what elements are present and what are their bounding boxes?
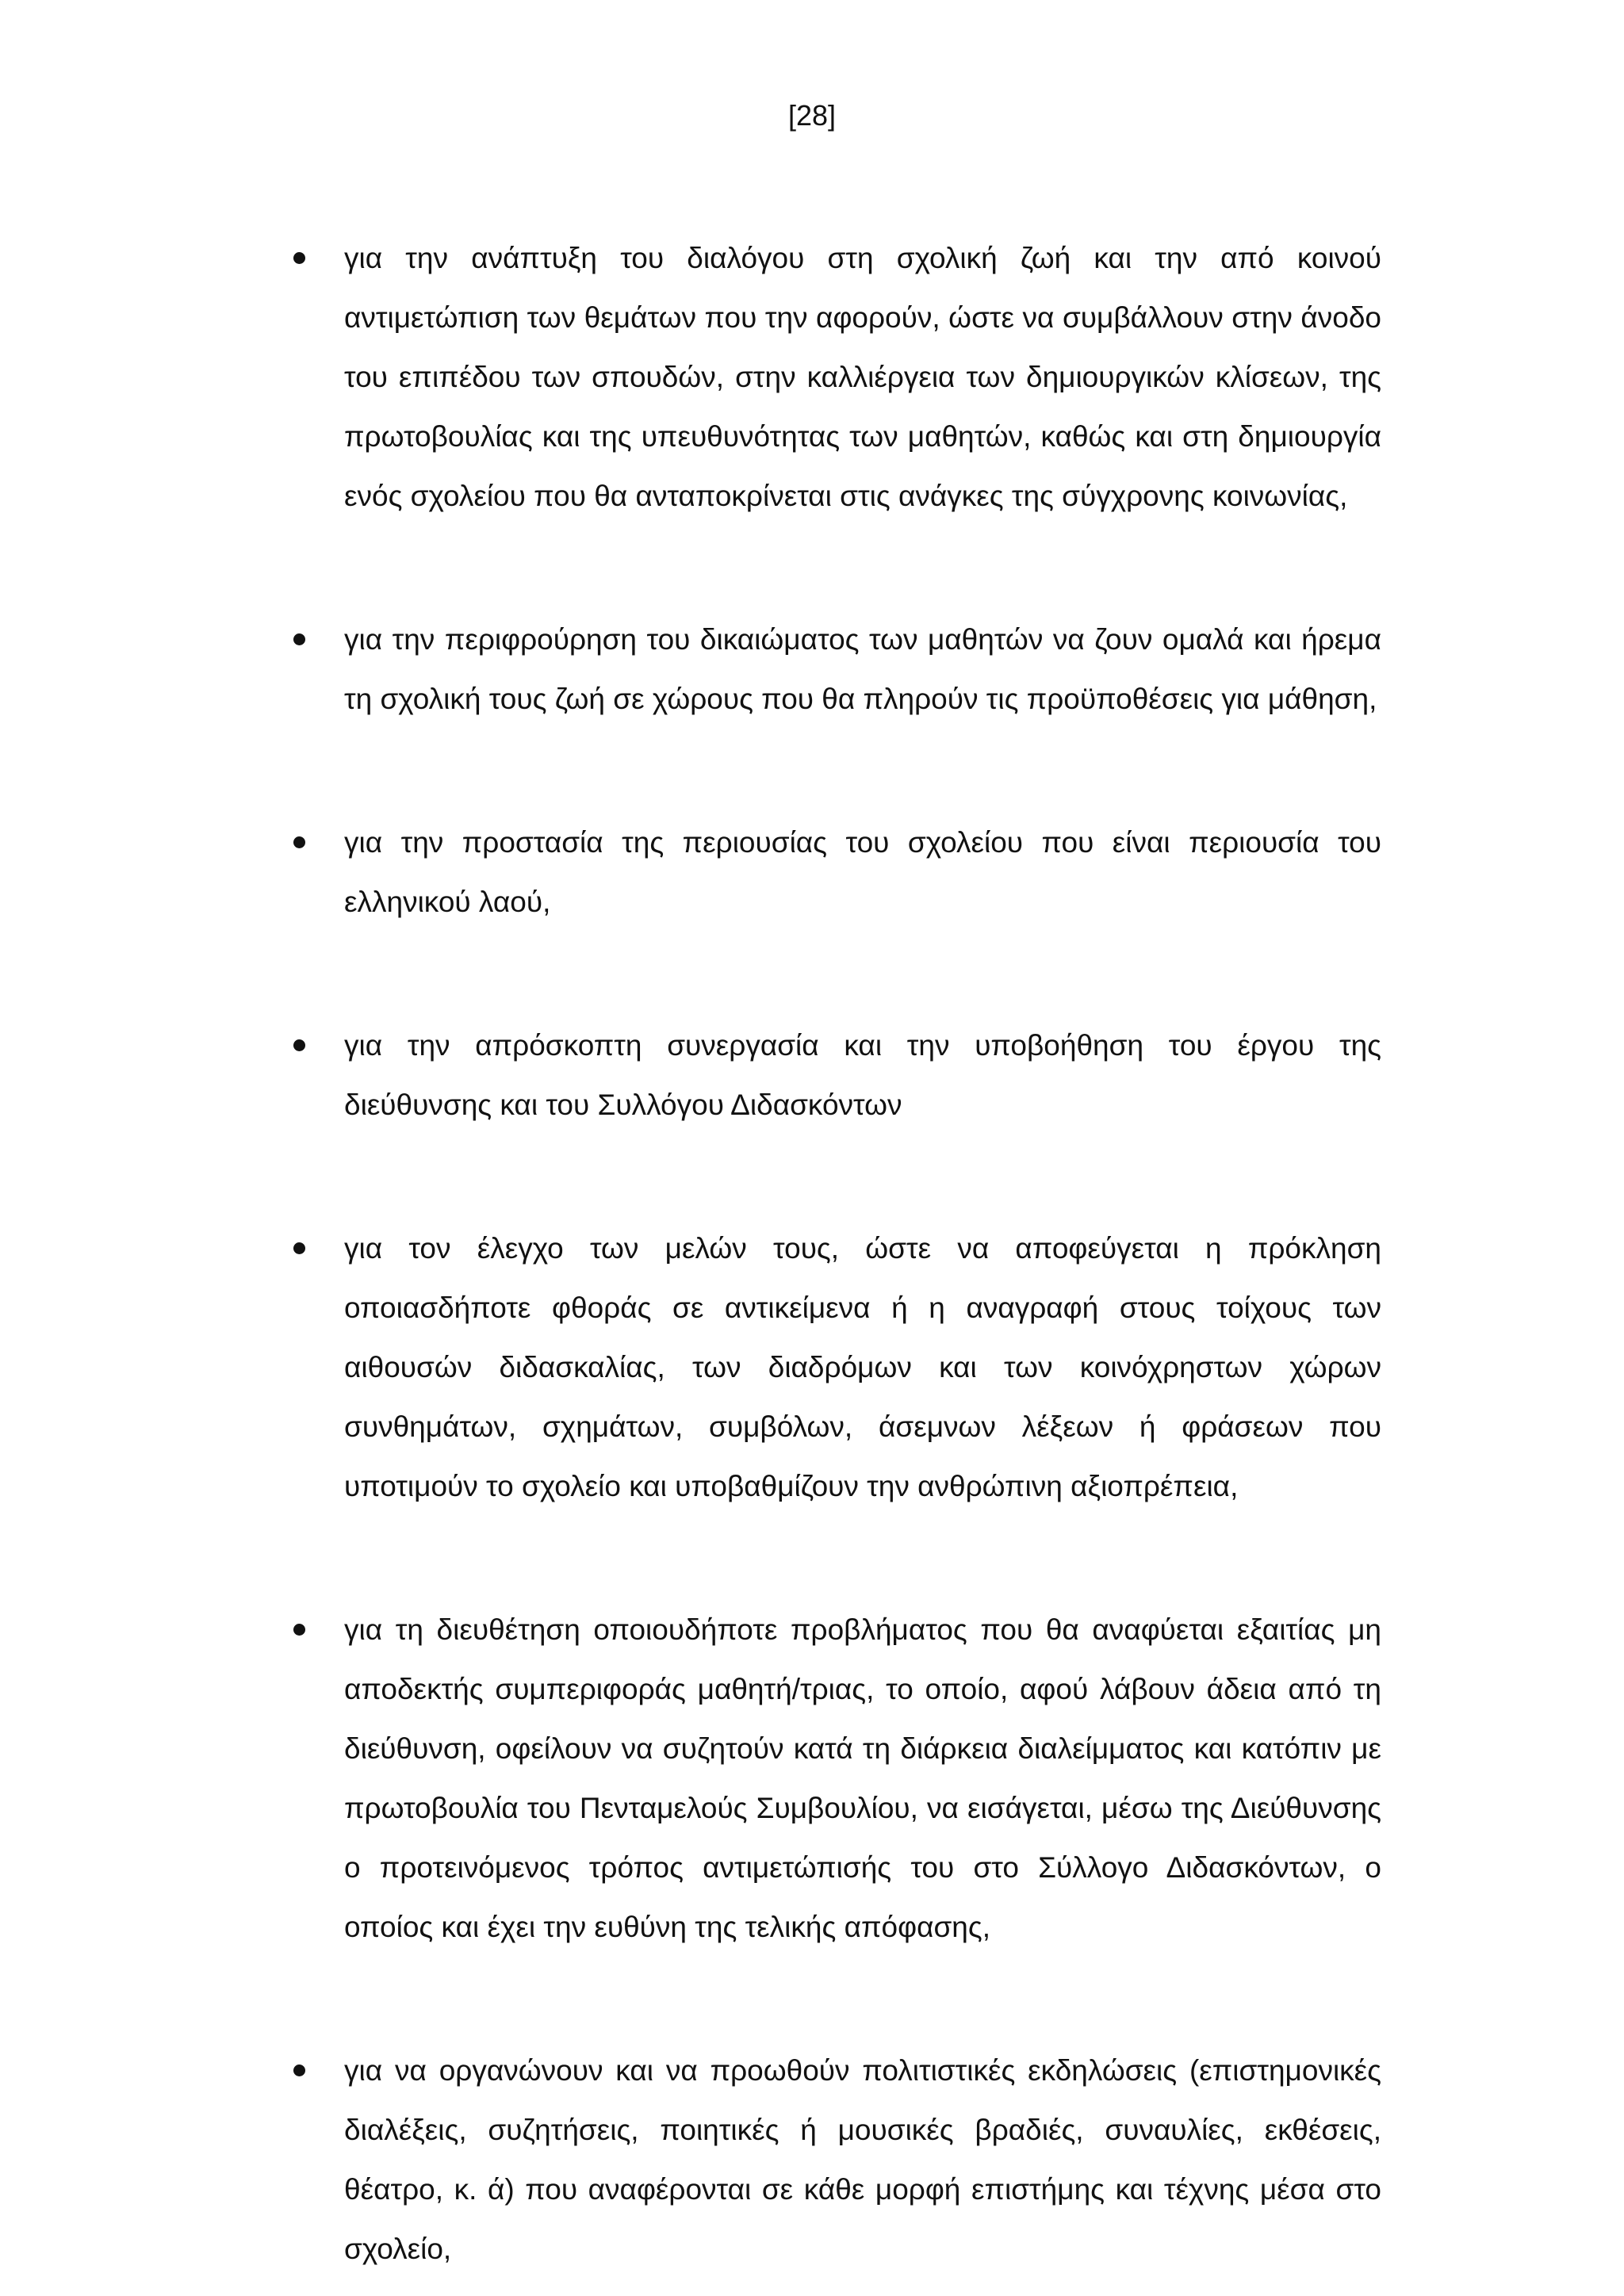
list-item <box>293 1600 1381 1957</box>
bullet-icon <box>293 2064 305 2076</box>
list-item-text: για τον έλεγχο των μελών τους, ώστε να αποφεύγεται η πρόκληση οποιασδήποτε φθοράς σε αντικείμενα ή η αναγραφή στους τοίχους των αιθουσών διδασκαλίας, των διαδρόμων και των κοινόχρηστων χώρων συνθημάτων, σχημάτων, συμβόλων, άσεμνων λέξεων ή φράσεων που υποτιμούν το σχολείο και υποβαθμίζουν την ανθρώπινη αξιοπρέπεια, <box>344 1232 1381 1502</box>
bullet-icon <box>293 836 305 848</box>
list-item-text: για να οργανώνουν και να προωθούν πολιτιστικές εκδηλώσεις (επιστημονικές διαλέξεις, συζητήσεις, ποιητικές ή μουσικές βραδιές, συναυλίες, εκθέσεις, θέατρο, κ. ά) που αναφέρονται σε κάθε μορφή επιστήμης και τέχνης μέσα στο σχολείο, <box>344 2054 1381 2265</box>
list-item-text: για τη διευθέτηση οποιουδήποτε προβλήματος που θα αναφύεται εξαιτίας μη αποδεκτής συμπεριφοράς μαθητή/τριας, το οποίο, αφού λάβουν άδεια από τη διεύθυνση, οφείλουν να συζητούν κατά τη διάρκεια διαλείμματος και κατόπιν με πρωτοβουλία του Πενταμελούς Συμβουλίου, να εισάγεται, μέσω της Διεύθυνσης ο προτεινόμενος τρόπος αντιμετώπισής του στο Σύλλογο Διδασκόντων, ο οποίος και έχει την ευθύνη της τελικής απόφασης, <box>344 1613 1381 1943</box>
list-item <box>293 228 1381 526</box>
bullet-icon <box>293 633 305 645</box>
list-item <box>293 813 1381 932</box>
list-item <box>293 1219 1381 1516</box>
list-item-text: για την περιφρούρηση του δικαιώματος των μαθητών να ζουν ομαλά και ήρεμα τη σχολική τους ζωή σε χώρους που θα πληρούν τις προϋποθέσεις για μάθηση, <box>344 623 1381 715</box>
bullet-icon <box>293 1242 305 1254</box>
list-item-text: για την προστασία της περιουσίας του σχολείου που είναι περιουσία του ελληνικού λαού, <box>344 826 1381 918</box>
list-item <box>293 2041 1381 2279</box>
bullet-icon <box>293 1624 305 1636</box>
list-item-text: για την απρόσκοπτη συνεργασία και την υποβοήθηση του έργου της διεύθυνσης και του Συλλόγου Διδασκόντων <box>344 1029 1381 1121</box>
bullet-icon <box>293 1039 305 1051</box>
list-item <box>293 610 1381 729</box>
list-item-text: για την ανάπτυξη του διαλόγου στη σχολική ζωή και την από κοινού αντιμετώπιση των θεμάτων που την αφορούν, ώστε να συμβάλλουν στην άνοδο του επιπέδου των σπουδών, στην καλλιέργεια των δημιουργικών κλίσεων, της πρωτοβουλίας και της υπευθυνότητας των μαθητών, καθώς και στη δημιουργία ενός σχολείου που θα ανταποκρίνεται στις ανάγκες της σύγχρονης κοινωνίας, <box>344 242 1381 512</box>
list-item <box>293 1016 1381 1135</box>
bullet-icon <box>293 252 305 264</box>
bullet-list <box>293 228 1381 2279</box>
page-number: [28] <box>787 99 837 132</box>
